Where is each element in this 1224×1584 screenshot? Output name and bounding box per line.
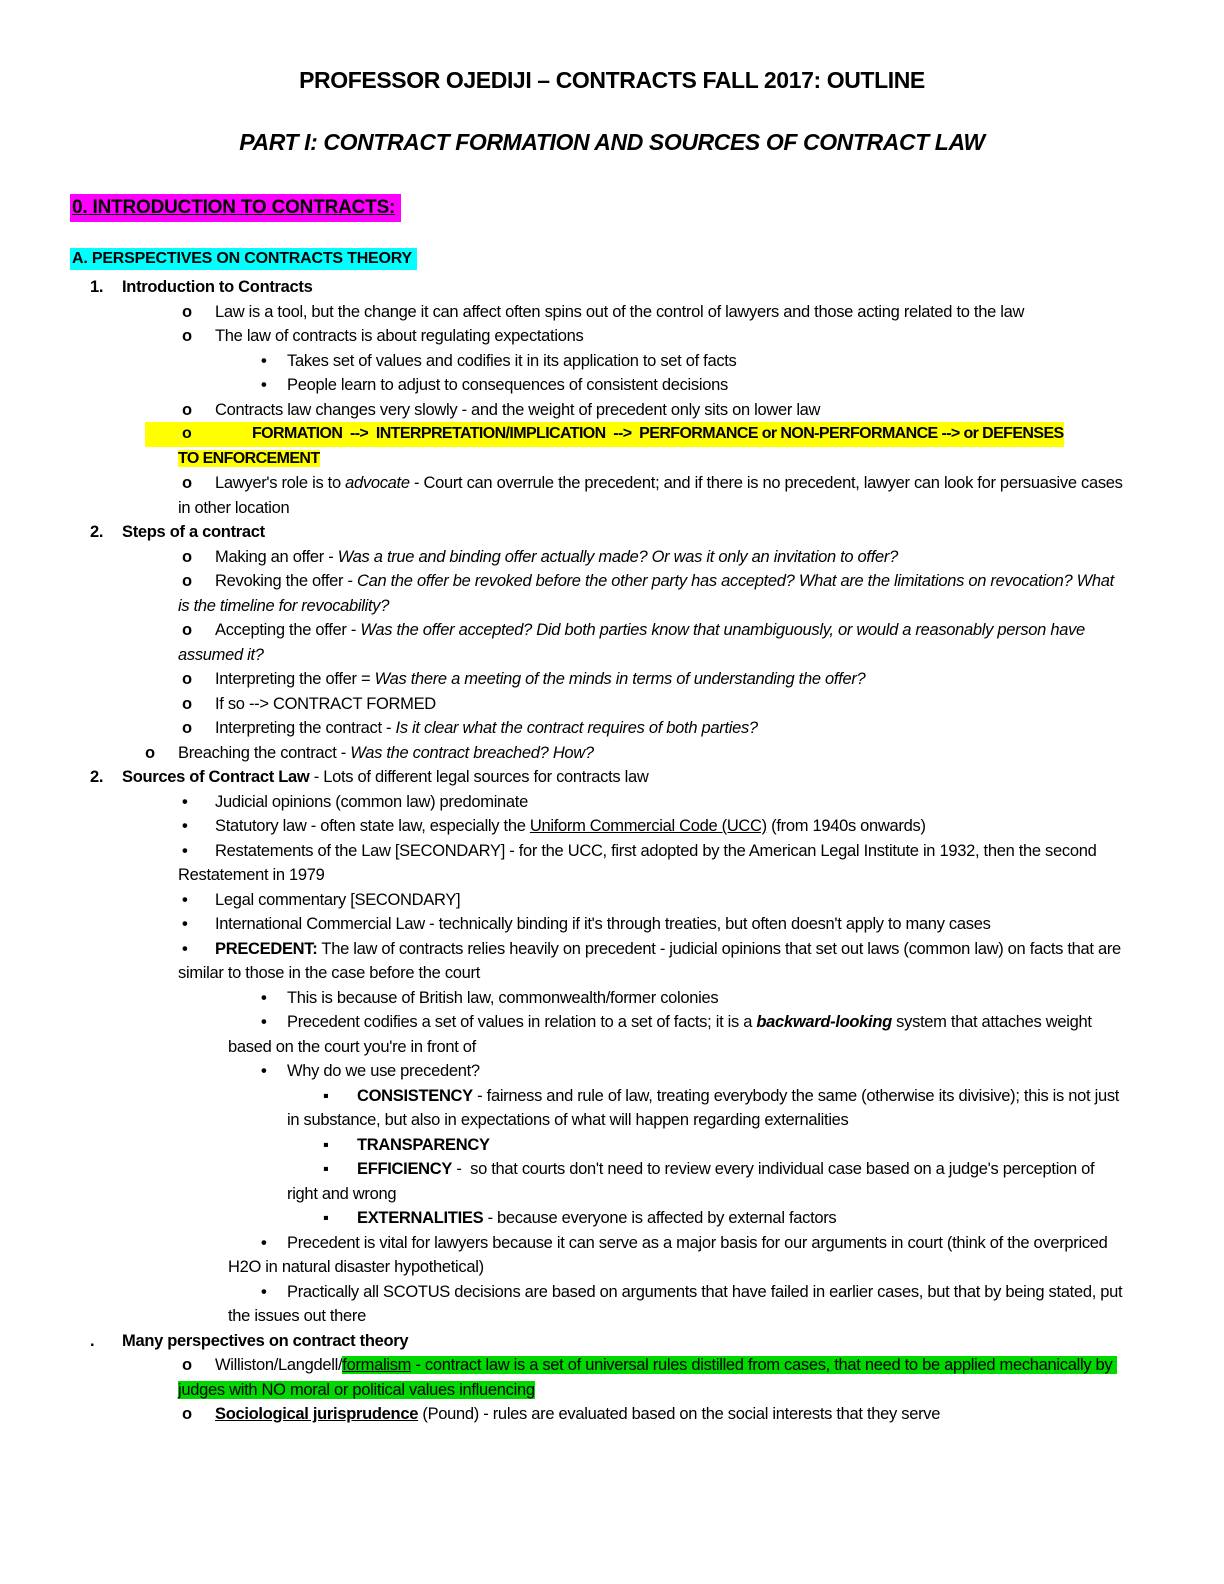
text-run: Judicial opinions (common law) predominate (215, 792, 528, 811)
outline-item (0, 888, 1126, 913)
text-run: backward-looking (756, 1013, 892, 1031)
outline-item (0, 545, 1126, 570)
outline-item (0, 569, 1126, 618)
outline-item (0, 1010, 1126, 1059)
list-marker: ▪ (323, 1086, 329, 1105)
text-run: If so --> CONTRACT FORMED (215, 694, 436, 713)
list-marker: • (182, 817, 188, 835)
list-marker: o (182, 547, 192, 566)
outline-item (0, 1402, 1126, 1427)
outline-item (0, 814, 1126, 839)
list-marker: • (182, 915, 188, 933)
text-run: Precedent codifies a set of values in relation to a set of facts; it is a (287, 1013, 757, 1031)
list-marker: 2. (90, 768, 104, 786)
text-run: Williston/Langdell/ (215, 1356, 343, 1374)
outline-item (0, 275, 1126, 300)
outline-item (0, 324, 1126, 349)
text-run: Restatements of the Law [SECONDARY] - for the UCC, first adopted by the American Legal Institute in 1932, then the second Restatement in 1979 (178, 841, 1101, 884)
text-run: - contract law is a set of universal rules distilled from cases, that need to be applied mechanically by judges with NO moral or political values influencing (178, 1356, 1117, 1399)
text-run: Why do we use precedent? (287, 1062, 480, 1080)
list-marker: • (261, 988, 267, 1007)
text-run: EFFICIENCY (357, 1160, 453, 1178)
text-run: Introduction to Contracts (122, 278, 313, 296)
subsection-heading-row (0, 222, 1224, 270)
outline-item (0, 1353, 1126, 1402)
outline-item (0, 1231, 1126, 1280)
outline-item (0, 741, 1126, 766)
list-marker: o (145, 422, 217, 447)
text-run: The law of contracts is about regulating expectations (215, 327, 584, 345)
text-run: PRECEDENT: (215, 939, 318, 958)
text-run: Steps of a contract (122, 523, 265, 541)
list-marker: 2. (90, 523, 104, 541)
text-run: formalism (342, 1356, 412, 1374)
text-run: EXTERNALITIES (357, 1209, 484, 1227)
list-marker: ▪ (323, 1135, 329, 1154)
list-marker: o (145, 743, 155, 762)
text-run: Uniform Commercial Code (UCC) (529, 817, 767, 835)
outline-list (0, 275, 1126, 1427)
text-run: Accepting the offer - (215, 621, 361, 639)
list-marker: • (261, 1013, 267, 1031)
list-marker: ▪ (323, 1160, 329, 1178)
outline-item (0, 1059, 1126, 1084)
outline-item (0, 790, 1126, 815)
outline-item (0, 716, 1126, 741)
text-run: Was the contract breached? How? (350, 743, 594, 762)
text-run: Precedent is vital for lawyers because it can serve as a major basis for our arguments in court (think of the overpriced H2O in natural disaster hypothetical) (228, 1233, 1112, 1276)
list-marker: o (182, 694, 192, 713)
text-run: Breaching the contract - (178, 743, 351, 762)
outline-item (0, 1206, 1126, 1231)
outline-item (0, 937, 1126, 986)
text-run: The law of contracts relies heavily on precedent - judicial opinions that set out laws (common law) on facts that are similar to those in the case before the court (178, 939, 1126, 982)
list-marker: • (261, 1282, 267, 1301)
outline-item (0, 1329, 1126, 1354)
outline-item (0, 765, 1126, 790)
list-marker: o (182, 474, 192, 492)
text-run: Sociological jurisprudence (215, 1405, 419, 1423)
text-run: Was the offer accepted? Did both parties know that unambiguously, or would a reasonably person have assumed it? (178, 621, 1090, 664)
text-run: Many perspectives on contract theory (122, 1331, 409, 1350)
list-marker: o (182, 572, 192, 590)
outline-item (0, 912, 1126, 937)
text-run: Making an offer - (215, 547, 338, 566)
section-heading-row (0, 158, 1224, 222)
list-marker: o (182, 719, 192, 737)
text-run: (Pound) - rules are evaluated based on the social interests that they serve (418, 1405, 941, 1423)
list-marker: • (182, 890, 188, 909)
section-heading-intro: 0. INTRODUCTION TO CONTRACTS: (70, 194, 401, 222)
text-run: Is it clear what the contract requires of both parties? (395, 719, 758, 737)
outline-item (0, 300, 1126, 325)
text-run: CONSISTENCY (357, 1086, 473, 1105)
text-run: Interpreting the offer = (215, 670, 375, 688)
outline-item (0, 1133, 1126, 1158)
text-run: People learn to adjust to consequences of consistent decisions (287, 376, 728, 394)
text-run: International Commercial Law - technically binding if it's through treaties, but often doesn't apply to many cases (215, 915, 991, 933)
text-run: (from 1940s onwards) (766, 817, 926, 835)
list-marker: • (182, 939, 188, 958)
text-run: TRANSPARENCY (357, 1135, 490, 1154)
text-run: Law is a tool, but the change it can affect often spins out of the control of lawyers and those acting related to the law (215, 302, 1025, 321)
text-run: Contracts law changes very slowly - and the weight of precedent only sits on lower law (215, 400, 821, 419)
list-marker: • (182, 792, 188, 811)
outline-item (0, 471, 1126, 520)
document-title: PROFESSOR OJEDIJI – CONTRACTS FALL 2017: OUTLINE (299, 67, 925, 93)
list-marker: o (182, 1356, 192, 1374)
outline-item (0, 422, 1126, 471)
outline-item (0, 986, 1126, 1011)
text-run: - Court can overrule the precedent; and if there is no precedent, lawyer can look for persuasive cases in other location (178, 474, 1127, 517)
list-marker: o (182, 1405, 192, 1423)
outline-item (0, 373, 1126, 398)
text-run: Takes set of values and codifies it in its application to set of facts (287, 351, 737, 370)
text-run: Revoking the offer - (215, 572, 357, 590)
list-marker: o (182, 670, 192, 688)
list-marker: • (261, 376, 267, 394)
outline-item (0, 1280, 1126, 1329)
text-run: Was a true and binding offer actually made? Or was it only an invitation to offer? (337, 547, 898, 566)
text-run: - because everyone is affected by external factors (483, 1209, 837, 1227)
outline-item (0, 667, 1126, 692)
outline-item (0, 618, 1126, 667)
list-marker: ▪ (323, 1209, 329, 1227)
text-run: TO ENFORCEMENT (178, 449, 320, 467)
list-marker: o (182, 621, 192, 639)
part-heading: PART I: CONTRACT FORMATION AND SOURCES OF CONTRACT LAW (239, 129, 985, 155)
text-run: Lawyer's role is to (215, 474, 346, 492)
list-marker: • (261, 351, 267, 370)
text-run: FORMATION --> INTERPRETATION/IMPLICATION --> PERFORMANCE or NON-PERFORMANCE --> or DEFENSES (215, 422, 1064, 447)
text-run: - Lots of different legal sources for contracts law (309, 768, 649, 786)
text-run: - so that courts don't need to review every individual case based on a judge's perception of right and wrong (287, 1160, 1099, 1203)
text-run: Statutory law - often state law, especially the (215, 817, 530, 835)
list-marker: 1. (90, 278, 104, 296)
list-marker: • (261, 1233, 267, 1252)
list-marker: • (261, 1062, 267, 1080)
text-run: Practically all SCOTUS decisions are based on arguments that have failed in earlier cases, but that by being stated, put the issues out there (228, 1282, 1127, 1325)
outline-item (0, 349, 1126, 374)
outline-item (0, 692, 1126, 717)
outline-item (0, 1084, 1126, 1133)
text-run: - fairness and rule of law, treating everybody the same (otherwise its divisive); this is not just in substance, but also in expectations of what will happen regarding externalities (287, 1086, 1124, 1129)
outline-item (0, 520, 1126, 545)
text-run: Legal commentary [SECONDARY] (215, 890, 461, 909)
subsection-heading-perspectives: A. PERSPECTIVES ON CONTRACTS THEORY (70, 248, 417, 270)
text-run: Was there a meeting of the minds in terms of understanding the offer? (374, 670, 866, 688)
text-run: system that attaches weight based on the court you're in front of (228, 1013, 1096, 1056)
list-marker: o (182, 400, 192, 419)
text-run: advocate (345, 474, 410, 492)
list-marker: o (182, 327, 192, 345)
outline-item (0, 839, 1126, 888)
outline-item (0, 398, 1126, 423)
list-marker: . (90, 1331, 95, 1350)
text-run: This is because of British law, commonwealth/former colonies (287, 988, 719, 1007)
list-marker: o (182, 302, 192, 321)
text-run: Can the offer be revoked before the other party has accepted? What are the limitations on revocation? What is the timeline for revocability? (178, 572, 1119, 615)
text-run: Sources of Contract Law (122, 768, 310, 786)
text-run: Interpreting the contract - (215, 719, 396, 737)
list-marker: • (182, 841, 188, 860)
outline-item (0, 1157, 1126, 1206)
